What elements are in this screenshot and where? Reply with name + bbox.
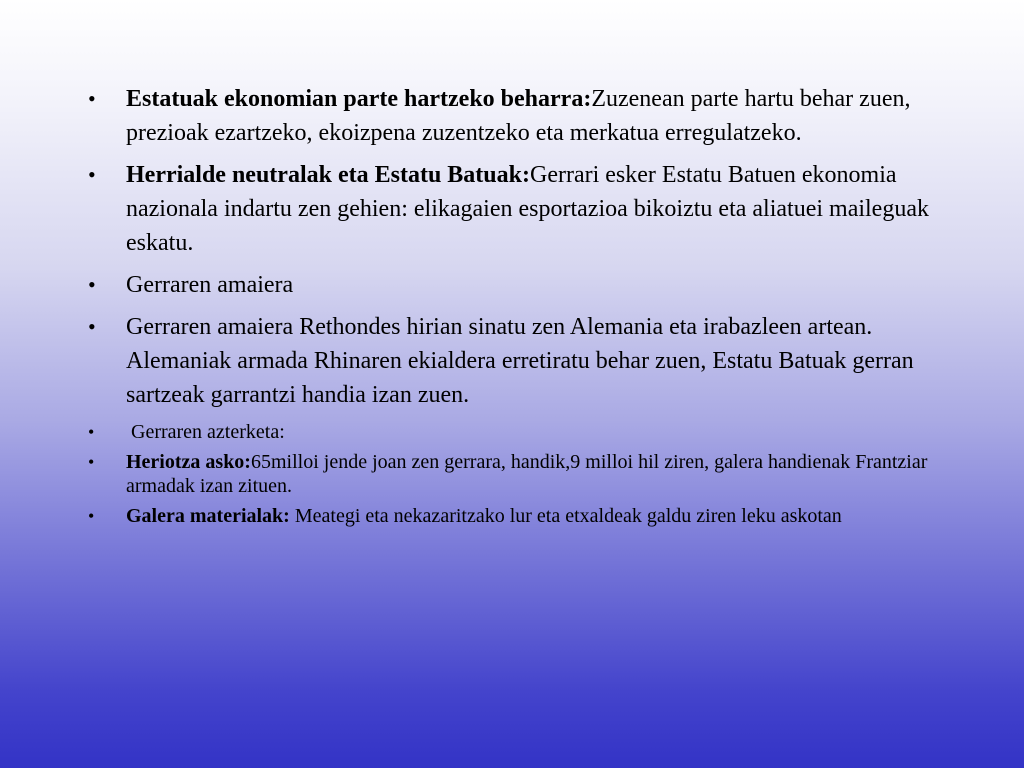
bullet-icon: • (88, 86, 96, 111)
list-item (88, 82, 948, 150)
bullet-icon: • (88, 162, 96, 187)
item-heading: Estatuak ekonomian parte hartzeko beharra: (126, 86, 592, 112)
bullet-icon: • (88, 314, 96, 339)
list-item (88, 310, 948, 412)
list-item (88, 504, 948, 528)
item-text: 65milloi jende joan zen gerrara, handik,9 milloi hil ziren, galera handienak Frantziar armadak izan zituen. (126, 451, 928, 497)
item-heading: Herrialde neutralak eta Estatu Batuak: (126, 162, 530, 188)
list-item (88, 158, 948, 260)
item-text: Gerraren amaiera (126, 272, 294, 298)
item-heading: Galera materialak: (126, 505, 290, 527)
list-item (88, 450, 948, 498)
bullet-icon: • (88, 506, 95, 526)
bullet-icon: • (88, 422, 95, 442)
item-text: Gerraren azterketa: (126, 421, 285, 443)
item-text: Meategi eta nekazaritzako lur eta etxaldeak galdu ziren leku askotan (289, 505, 842, 527)
slide-content (88, 82, 948, 534)
list-item (88, 420, 948, 444)
item-text: Gerraren amaiera Rethondes hirian sinatu zen Alemania eta irabazleen artean. Alemaniak armada Rhinaren ekialdera erretiratu behar zuen, Estatu Batuak gerran sartzeak garrantzi handia izan zuen. (126, 314, 914, 408)
bullet-icon: • (88, 272, 96, 297)
bullet-list (88, 82, 948, 528)
list-item (88, 268, 948, 302)
item-text: Gerrari esker Estatu Batuen ekonomia nazionala indartu zen gehien: elikagaien esportazioa bikoiztu eta aliatuei maileguak eskatu. (126, 162, 929, 256)
bullet-icon: • (88, 452, 95, 472)
item-heading: Heriotza asko: (126, 451, 251, 473)
item-text: Zuzenean parte hartu behar zuen, prezioak ezartzeko, ekoizpena zuzentzeko eta merkatua erregulatzeko. (126, 86, 911, 146)
